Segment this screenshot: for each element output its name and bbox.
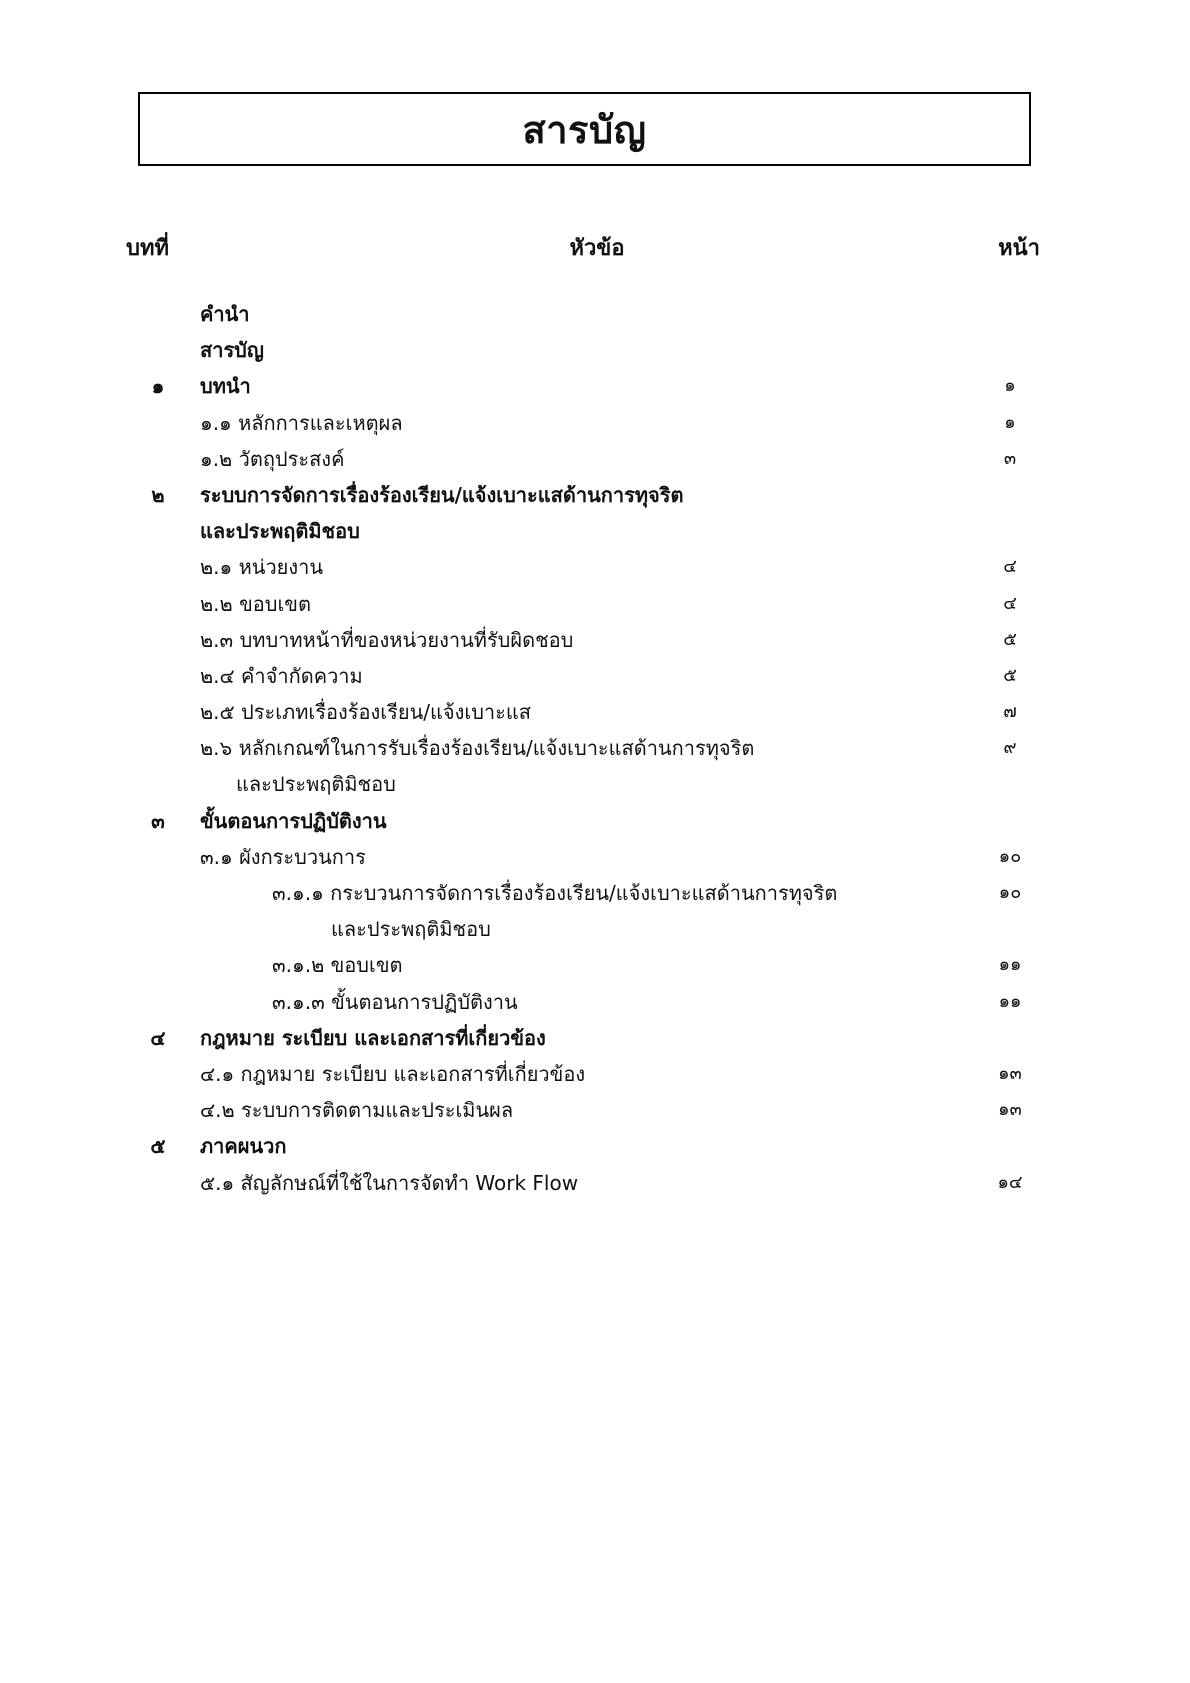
toc-entry-text: ขั้นตอนการปฏิบัติงาน: [200, 808, 387, 833]
toc-entry-text: บทนำ: [200, 374, 251, 399]
toc-page-number: ๔: [1003, 592, 1017, 614]
toc-entry-text: ๒.๑ หน่วยงาน: [200, 555, 324, 580]
toc-entry-text: ภาคผนวก: [200, 1134, 287, 1159]
toc-page-number: ๑๓: [998, 1062, 1022, 1084]
toc-page-number: ๗: [1003, 701, 1017, 723]
toc-entry-text: ๑.๒ วัตถุประสงค์: [200, 446, 345, 471]
header-topic: หัวข้อ: [569, 236, 625, 261]
toc-page-number: ๙: [1003, 737, 1017, 759]
toc-page-number: ๕: [1003, 628, 1017, 650]
toc-entry-text: ๕.๑ สัญลักษณ์ที่ใช้ในการจัดทำ Work Flow: [200, 1170, 579, 1195]
toc-row: [0, 405, 1190, 441]
toc-entry-text: และประพฤติมิชอบ: [331, 917, 491, 942]
toc-row: [0, 332, 1190, 368]
toc-row: [0, 730, 1190, 766]
toc-entry-text: และประพฤติมิชอบ: [236, 772, 396, 797]
toc-page-number: ๑๔: [997, 1171, 1023, 1193]
toc-entry-text: สารบัญ: [200, 338, 264, 363]
toc-page-number: ๑: [1004, 411, 1016, 433]
toc-chapter-number: ๒: [151, 482, 165, 507]
toc-entry-text: ๔.๒ ระบบการติดตามและประเมินผล: [200, 1098, 514, 1123]
toc-entry-text: ๒.๕ ประเภทเรื่องร้องเรียน/แจ้งเบาะแส: [200, 700, 531, 725]
toc-chapter-number: ๔: [150, 1025, 166, 1050]
toc-row: [0, 1128, 1190, 1164]
toc-entry-text: คำนำ: [200, 302, 250, 326]
toc-row: [0, 1056, 1190, 1092]
toc-chapter-number: ๕: [150, 1134, 166, 1159]
toc-row: [0, 875, 1190, 911]
toc-page-number: ๑: [1004, 375, 1016, 397]
toc-row: [0, 441, 1190, 477]
toc-row: [0, 1165, 1190, 1201]
toc-row: [0, 477, 1190, 513]
toc-entry-text: ๒.๓ บทบาทหน้าที่ของหน่วยงานที่รับผิดชอบ: [200, 627, 574, 652]
toc-row: [0, 296, 1190, 332]
toc-entry-text: และประพฤติมิชอบ: [200, 519, 360, 544]
toc-page-number: ๑๐: [998, 882, 1022, 903]
header-chapter: บทที่: [126, 236, 169, 261]
toc-entry-text: ๔.๑ กฎหมาย ระเบียบ และเอกสารที่เกี่ยวข้อง: [200, 1061, 586, 1086]
toc-chapter-number: ๑: [151, 374, 165, 399]
toc-entry-text: ๓.๑.๒ ขอบเขต: [272, 953, 403, 978]
toc-row: [0, 586, 1190, 622]
toc-page-number: ๑๐: [998, 845, 1022, 867]
toc-row: [0, 1092, 1190, 1128]
toc-page-number: ๔: [1003, 556, 1017, 578]
toc-entry-text: ๒.๒ ขอบเขต: [200, 591, 311, 616]
toc-row: [0, 766, 1190, 802]
toc-entry-text: ระบบการจัดการเรื่องร้องเรียน/แจ้งเบาะแสด้านการทุจริต: [200, 482, 684, 507]
toc-row: [0, 803, 1190, 839]
toc-entry-text: ๒.๔ คำจำกัดความ: [200, 663, 363, 688]
toc-chapter-number: ๓: [151, 808, 165, 833]
toc-entry-text: ๓.๑ ผังกระบวนการ: [200, 844, 366, 869]
header-page: หน้า: [998, 236, 1040, 261]
toc-page-number: ๑๑: [998, 990, 1022, 1012]
toc-entry-text: ๓.๑.๓ ขั้นตอนการปฏิบัติงาน: [272, 989, 518, 1014]
toc-row: [0, 839, 1190, 875]
toc-page-number: ๓: [1003, 447, 1017, 469]
toc-page-number: ๕: [1003, 664, 1017, 686]
toc-row: [0, 368, 1190, 404]
toc-list: [0, 296, 1190, 1201]
title-box: [138, 92, 1031, 166]
toc-entry-text: กฎหมาย ระเบียบ และเอกสารที่เกี่ยวข้อง: [200, 1025, 546, 1050]
toc-entry-text: ๓.๑.๑ กระบวนการจัดการเรื่องร้องเรียน/แจ้งเบาะแสด้านการทุจริต: [272, 881, 838, 905]
page-title: สารบัญ: [522, 107, 647, 152]
toc-page-number: ๑๓: [998, 1099, 1022, 1121]
toc-entry-text: ๒.๖ หลักเกณฑ์ในการรับเรื่องร้องเรียน/แจ้งเบาะแสด้านการทุจริต: [200, 736, 755, 761]
toc-row: [0, 694, 1190, 730]
toc-entry-text: ๑.๑ หลักการและเหตุผล: [200, 410, 403, 435]
toc-row: [0, 911, 1190, 947]
toc-row: [0, 984, 1190, 1020]
toc-row: [0, 1020, 1190, 1056]
toc-row: [0, 947, 1190, 983]
toc-row: [0, 658, 1190, 694]
toc-row: [0, 622, 1190, 658]
toc-page-number: ๑๑: [998, 954, 1022, 976]
toc-row: [0, 549, 1190, 585]
toc-row: [0, 513, 1190, 549]
